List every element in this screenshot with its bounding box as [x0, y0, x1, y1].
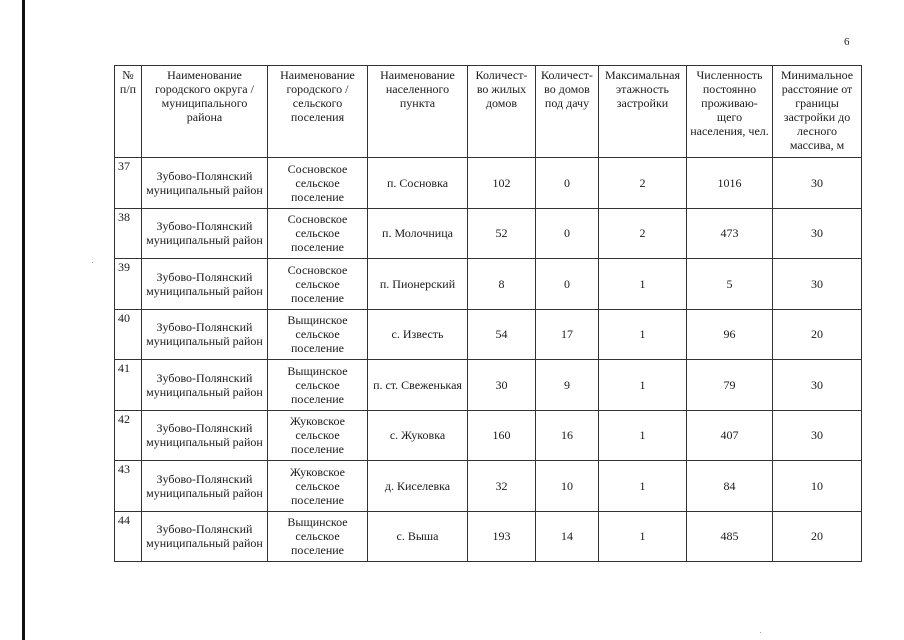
cell-distance: 30 [773, 360, 862, 411]
cell-floors: 2 [599, 208, 687, 259]
scan-speck [92, 262, 93, 263]
cell-settlement: Выщинское сельское поселение [268, 309, 368, 360]
cell-population: 5 [687, 259, 773, 310]
cell-number: 42 [115, 410, 142, 461]
cell-houses: 193 [468, 511, 536, 562]
cell-distance: 20 [773, 309, 862, 360]
cell-population: 485 [687, 511, 773, 562]
table-row [115, 360, 862, 411]
cell-distance: 20 [773, 511, 862, 562]
table-row [115, 158, 862, 209]
header-cell-settlement: Наименование городского / сельского поселения [268, 66, 368, 158]
cell-settlement: Сосновское сельское поселение [268, 208, 368, 259]
cell-population: 96 [687, 309, 773, 360]
cell-floors: 1 [599, 511, 687, 562]
cell-distance: 30 [773, 410, 862, 461]
cell-distance: 30 [773, 158, 862, 209]
cell-dachas: 14 [536, 511, 599, 562]
cell-dachas: 17 [536, 309, 599, 360]
cell-locality: с. Известь [368, 309, 468, 360]
cell-settlement: Сосновское сельское поселение [268, 259, 368, 310]
cell-district: Зубово-Полянский муниципальный район [142, 410, 268, 461]
cell-floors: 1 [599, 461, 687, 512]
cell-population: 1016 [687, 158, 773, 209]
cell-settlement: Жуковское сельское поселение [268, 410, 368, 461]
cell-district: Зубово-Полянский муниципальный район [142, 208, 268, 259]
cell-locality: п. Сосновка [368, 158, 468, 209]
cell-population: 79 [687, 360, 773, 411]
cell-locality: п. Пионерский [368, 259, 468, 310]
cell-population: 84 [687, 461, 773, 512]
cell-number: 39 [115, 259, 142, 310]
cell-locality: п. ст. Свеженькая [368, 360, 468, 411]
cell-houses: 102 [468, 158, 536, 209]
cell-floors: 1 [599, 410, 687, 461]
cell-number: 38 [115, 208, 142, 259]
cell-distance: 30 [773, 208, 862, 259]
scan-speck [760, 632, 761, 633]
cell-dachas: 9 [536, 360, 599, 411]
table-row [115, 208, 862, 259]
cell-district: Зубово-Полянский муниципальный район [142, 259, 268, 310]
cell-district: Зубово-Полянский муниципальный район [142, 309, 268, 360]
table-row [115, 410, 862, 461]
cell-number: 41 [115, 360, 142, 411]
cell-settlement: Выщинское сельское поселение [268, 360, 368, 411]
table-row [115, 511, 862, 562]
cell-settlement: Выщинское сельское поселение [268, 511, 368, 562]
header-cell-district: Наименование городского округа / муниципального района [142, 66, 268, 158]
cell-houses: 160 [468, 410, 536, 461]
header-cell-population: Численность постоянно проживаю-щего населения, чел. [687, 66, 773, 158]
cell-population: 407 [687, 410, 773, 461]
binding-edge-line [22, 0, 25, 640]
cell-dachas: 16 [536, 410, 599, 461]
cell-district: Зубово-Полянский муниципальный район [142, 461, 268, 512]
cell-settlement: Жуковское сельское поселение [268, 461, 368, 512]
cell-houses: 54 [468, 309, 536, 360]
cell-distance: 30 [773, 259, 862, 310]
header-cell-dachas: Количест-во домов под дачу [536, 66, 599, 158]
cell-houses: 32 [468, 461, 536, 512]
cell-dachas: 0 [536, 259, 599, 310]
cell-floors: 1 [599, 309, 687, 360]
cell-district: Зубово-Полянский муниципальный район [142, 158, 268, 209]
header-cell-distance: Минимальное расстояние от границы застройки до лесного массива, м [773, 66, 862, 158]
cell-number: 44 [115, 511, 142, 562]
cell-number: 43 [115, 461, 142, 512]
cell-distance: 10 [773, 461, 862, 512]
table-row [115, 309, 862, 360]
settlements-table [114, 65, 862, 562]
page-number: 6 [844, 36, 850, 48]
cell-houses: 30 [468, 360, 536, 411]
header-cell-houses: Количест-во жилых домов [468, 66, 536, 158]
cell-district: Зубово-Полянский муниципальный район [142, 511, 268, 562]
cell-district: Зубово-Полянский муниципальный район [142, 360, 268, 411]
cell-dachas: 0 [536, 208, 599, 259]
cell-settlement: Сосновское сельское поселение [268, 158, 368, 209]
header-cell-locality: Наименование населенного пункта [368, 66, 468, 158]
cell-floors: 1 [599, 259, 687, 310]
cell-locality: д. Киселевка [368, 461, 468, 512]
header-cell-floors: Максимальная этажность застройки [599, 66, 687, 158]
table-header-row [115, 66, 862, 158]
cell-floors: 2 [599, 158, 687, 209]
cell-houses: 8 [468, 259, 536, 310]
cell-number: 40 [115, 309, 142, 360]
cell-houses: 52 [468, 208, 536, 259]
table-row [115, 461, 862, 512]
cell-dachas: 10 [536, 461, 599, 512]
header-cell-number: № п/п [115, 66, 142, 158]
cell-locality: с. Жуковка [368, 410, 468, 461]
cell-floors: 1 [599, 360, 687, 411]
cell-locality: с. Выша [368, 511, 468, 562]
cell-number: 37 [115, 158, 142, 209]
cell-dachas: 0 [536, 158, 599, 209]
table-row [115, 259, 862, 310]
cell-locality: п. Молочница [368, 208, 468, 259]
table-body [115, 158, 862, 562]
cell-population: 473 [687, 208, 773, 259]
